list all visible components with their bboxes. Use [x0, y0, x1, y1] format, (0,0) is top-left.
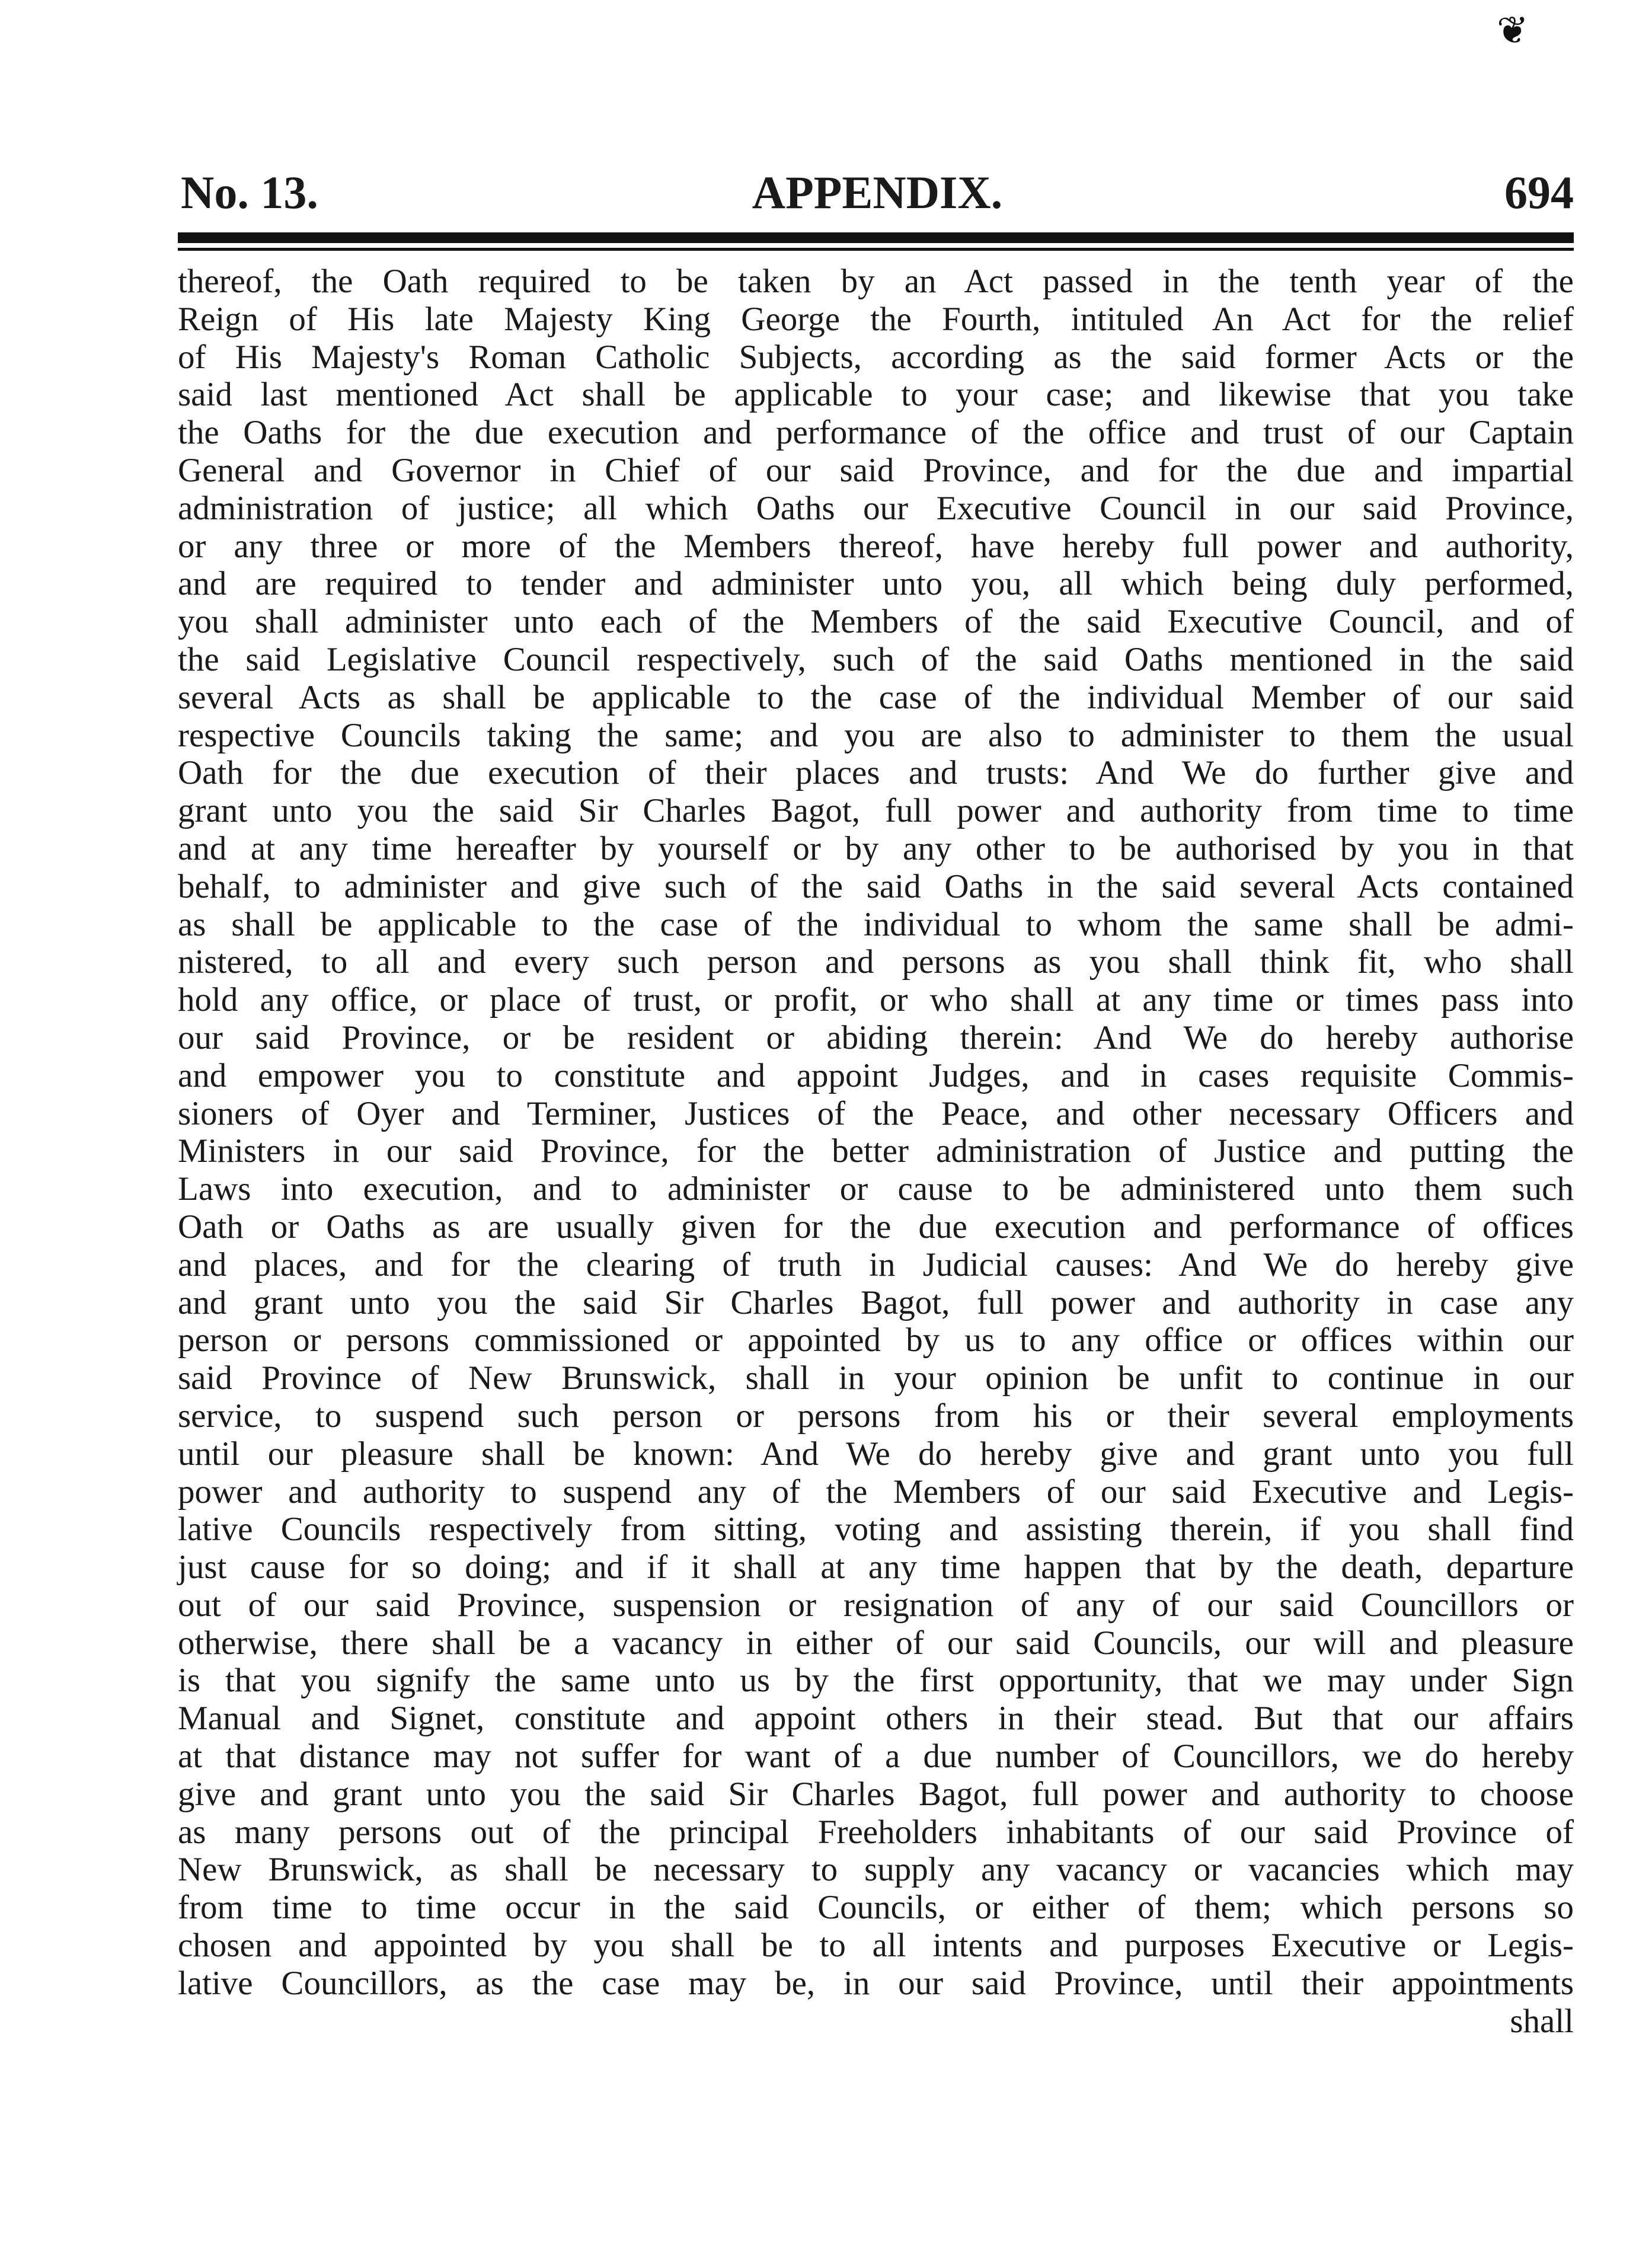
text-line: respective Councils taking the same; and you are also to administer to them the usual [178, 716, 1574, 754]
section-number: No. 13. [181, 167, 318, 218]
body-text [178, 263, 1574, 2040]
text-line: at that distance may not suffer for want of a due number of Councillors, we do hereby [178, 1738, 1574, 1776]
text-line: thereof, the Oath required to be taken by an Act passed in the tenth year of the [178, 263, 1574, 300]
text-line: Oath or Oaths as are usually given for the due execution and performance of offices [178, 1208, 1574, 1246]
text-line: you shall administer unto each of the Members of the said Executive Council, and of [178, 603, 1574, 641]
text-line: Laws into execution, and to administer or cause to be administered unto them such [178, 1170, 1574, 1208]
text-line: the Oaths for the due execution and performance of the office and trust of our Captain [178, 414, 1574, 452]
text-line: the said Legislative Council respectively, such of the said Oaths mentioned in the said [178, 640, 1574, 678]
text-line: Ministers in our said Province, for the better administration of Justice and putting the [178, 1132, 1574, 1170]
text-line: power and authority to suspend any of the Members of our said Executive and Legis- [178, 1473, 1574, 1511]
text-line: of His Majesty's Roman Catholic Subjects, according as the said former Acts or the [178, 338, 1574, 376]
text-line: until our pleasure shall be known: And We do hereby give and grant unto you full [178, 1435, 1574, 1473]
text-line: Reign of His late Majesty King George the Fourth, intituled An Act for the relief [178, 300, 1574, 338]
text-line: lative Councils respectively from sitting, voting and assisting therein, if you shall find [178, 1511, 1574, 1548]
text-line: and places, and for the clearing of truth in Judicial causes: And We do hereby give [178, 1246, 1574, 1283]
text-line: General and Governor in Chief of our said Province, and for the due and impartial [178, 451, 1574, 489]
text-line: several Acts as shall be applicable to the case of the individual Member of our said [178, 678, 1574, 716]
text-line: as shall be applicable to the case of the individual to whom the same shall be admi- [178, 905, 1574, 943]
text-line: give and grant unto you the said Sir Charles Bagot, full power and authority to choose [178, 1775, 1574, 1813]
header-rule-thin [178, 248, 1574, 251]
text-line: grant unto you the said Sir Charles Bagot, full power and authority from time to time [178, 792, 1574, 830]
text-line: and at any time hereafter by yourself or by any other to be authorised by you in that [178, 829, 1574, 867]
text-line: just cause for so doing; and if it shall at any time happen that by the death, departure [178, 1548, 1574, 1586]
text-line: and grant unto you the said Sir Charles Bagot, full power and authority in case any [178, 1283, 1574, 1321]
text-line: service, to suspend such person or persons from his or their several employments [178, 1397, 1574, 1435]
running-head [181, 160, 1574, 225]
text-line: New Brunswick, as shall be necessary to supply any vacancy or vacancies which may [178, 1851, 1574, 1889]
text-line: and are required to tender and administer unto you, all which being duly performed, [178, 565, 1574, 603]
text-line: person or persons commissioned or appointed by us to any office or offices within our [178, 1321, 1574, 1359]
text-line: behalf, to administer and give such of the said Oaths in the said several Acts contained [178, 867, 1574, 905]
text-line: nistered, to all and every such person and persons as you shall think fit, who shall [178, 943, 1574, 981]
text-line: out of our said Province, suspension or resignation of any of our said Councillors or [178, 1586, 1574, 1624]
page-number: 694 [1504, 167, 1574, 218]
printer-mark-icon: ❦ [1497, 9, 1529, 52]
text-line: is that you signify the same unto us by the first opportunity, that we may under Sign [178, 1662, 1574, 1700]
text-line: our said Province, or be resident or abiding therein: And We do hereby authorise [178, 1018, 1574, 1056]
text-line: and empower you to constitute and appoint Judges, and in cases requisite Commis- [178, 1056, 1574, 1094]
text-line: said last mentioned Act shall be applicable to your case; and likewise that you take [178, 376, 1574, 414]
text-line: said Province of New Brunswick, shall in your opinion be unfit to continue in our [178, 1359, 1574, 1397]
text-line: or any three or more of the Members thereof, have hereby full power and authority, [178, 527, 1574, 565]
text-line: chosen and appointed by you shall be to all intents and purposes Executive or Legis- [178, 1927, 1574, 1965]
text-line: otherwise, there shall be a vacancy in either of our said Councils, our will and pleasure [178, 1624, 1574, 1662]
text-line: lative Councillors, as the case may be, in our said Province, until their appointments [178, 1964, 1574, 2002]
text-line: hold any office, or place of trust, or profit, or who shall at any time or times pass into [178, 981, 1574, 1019]
text-line: sioners of Oyer and Terminer, Justices of the Peace, and other necessary Officers and [178, 1094, 1574, 1132]
text-line: as many persons out of the principal Freeholders inhabitants of our said Province of [178, 1813, 1574, 1851]
text-line: from time to time occur in the said Councils, or either of them; which persons so [178, 1889, 1574, 1927]
text-line: Oath for the due execution of their places and trusts: And We do further give and [178, 754, 1574, 792]
text-line: administration of justice; all which Oaths our Executive Council in our said Province, [178, 489, 1574, 527]
header-rule-thick [178, 232, 1574, 243]
page-title: APPENDIX. [752, 167, 1003, 218]
text-line: Manual and Signet, constitute and appoint others in their stead. But that our affairs [178, 1700, 1574, 1738]
catchword: shall [1510, 2002, 1574, 2040]
